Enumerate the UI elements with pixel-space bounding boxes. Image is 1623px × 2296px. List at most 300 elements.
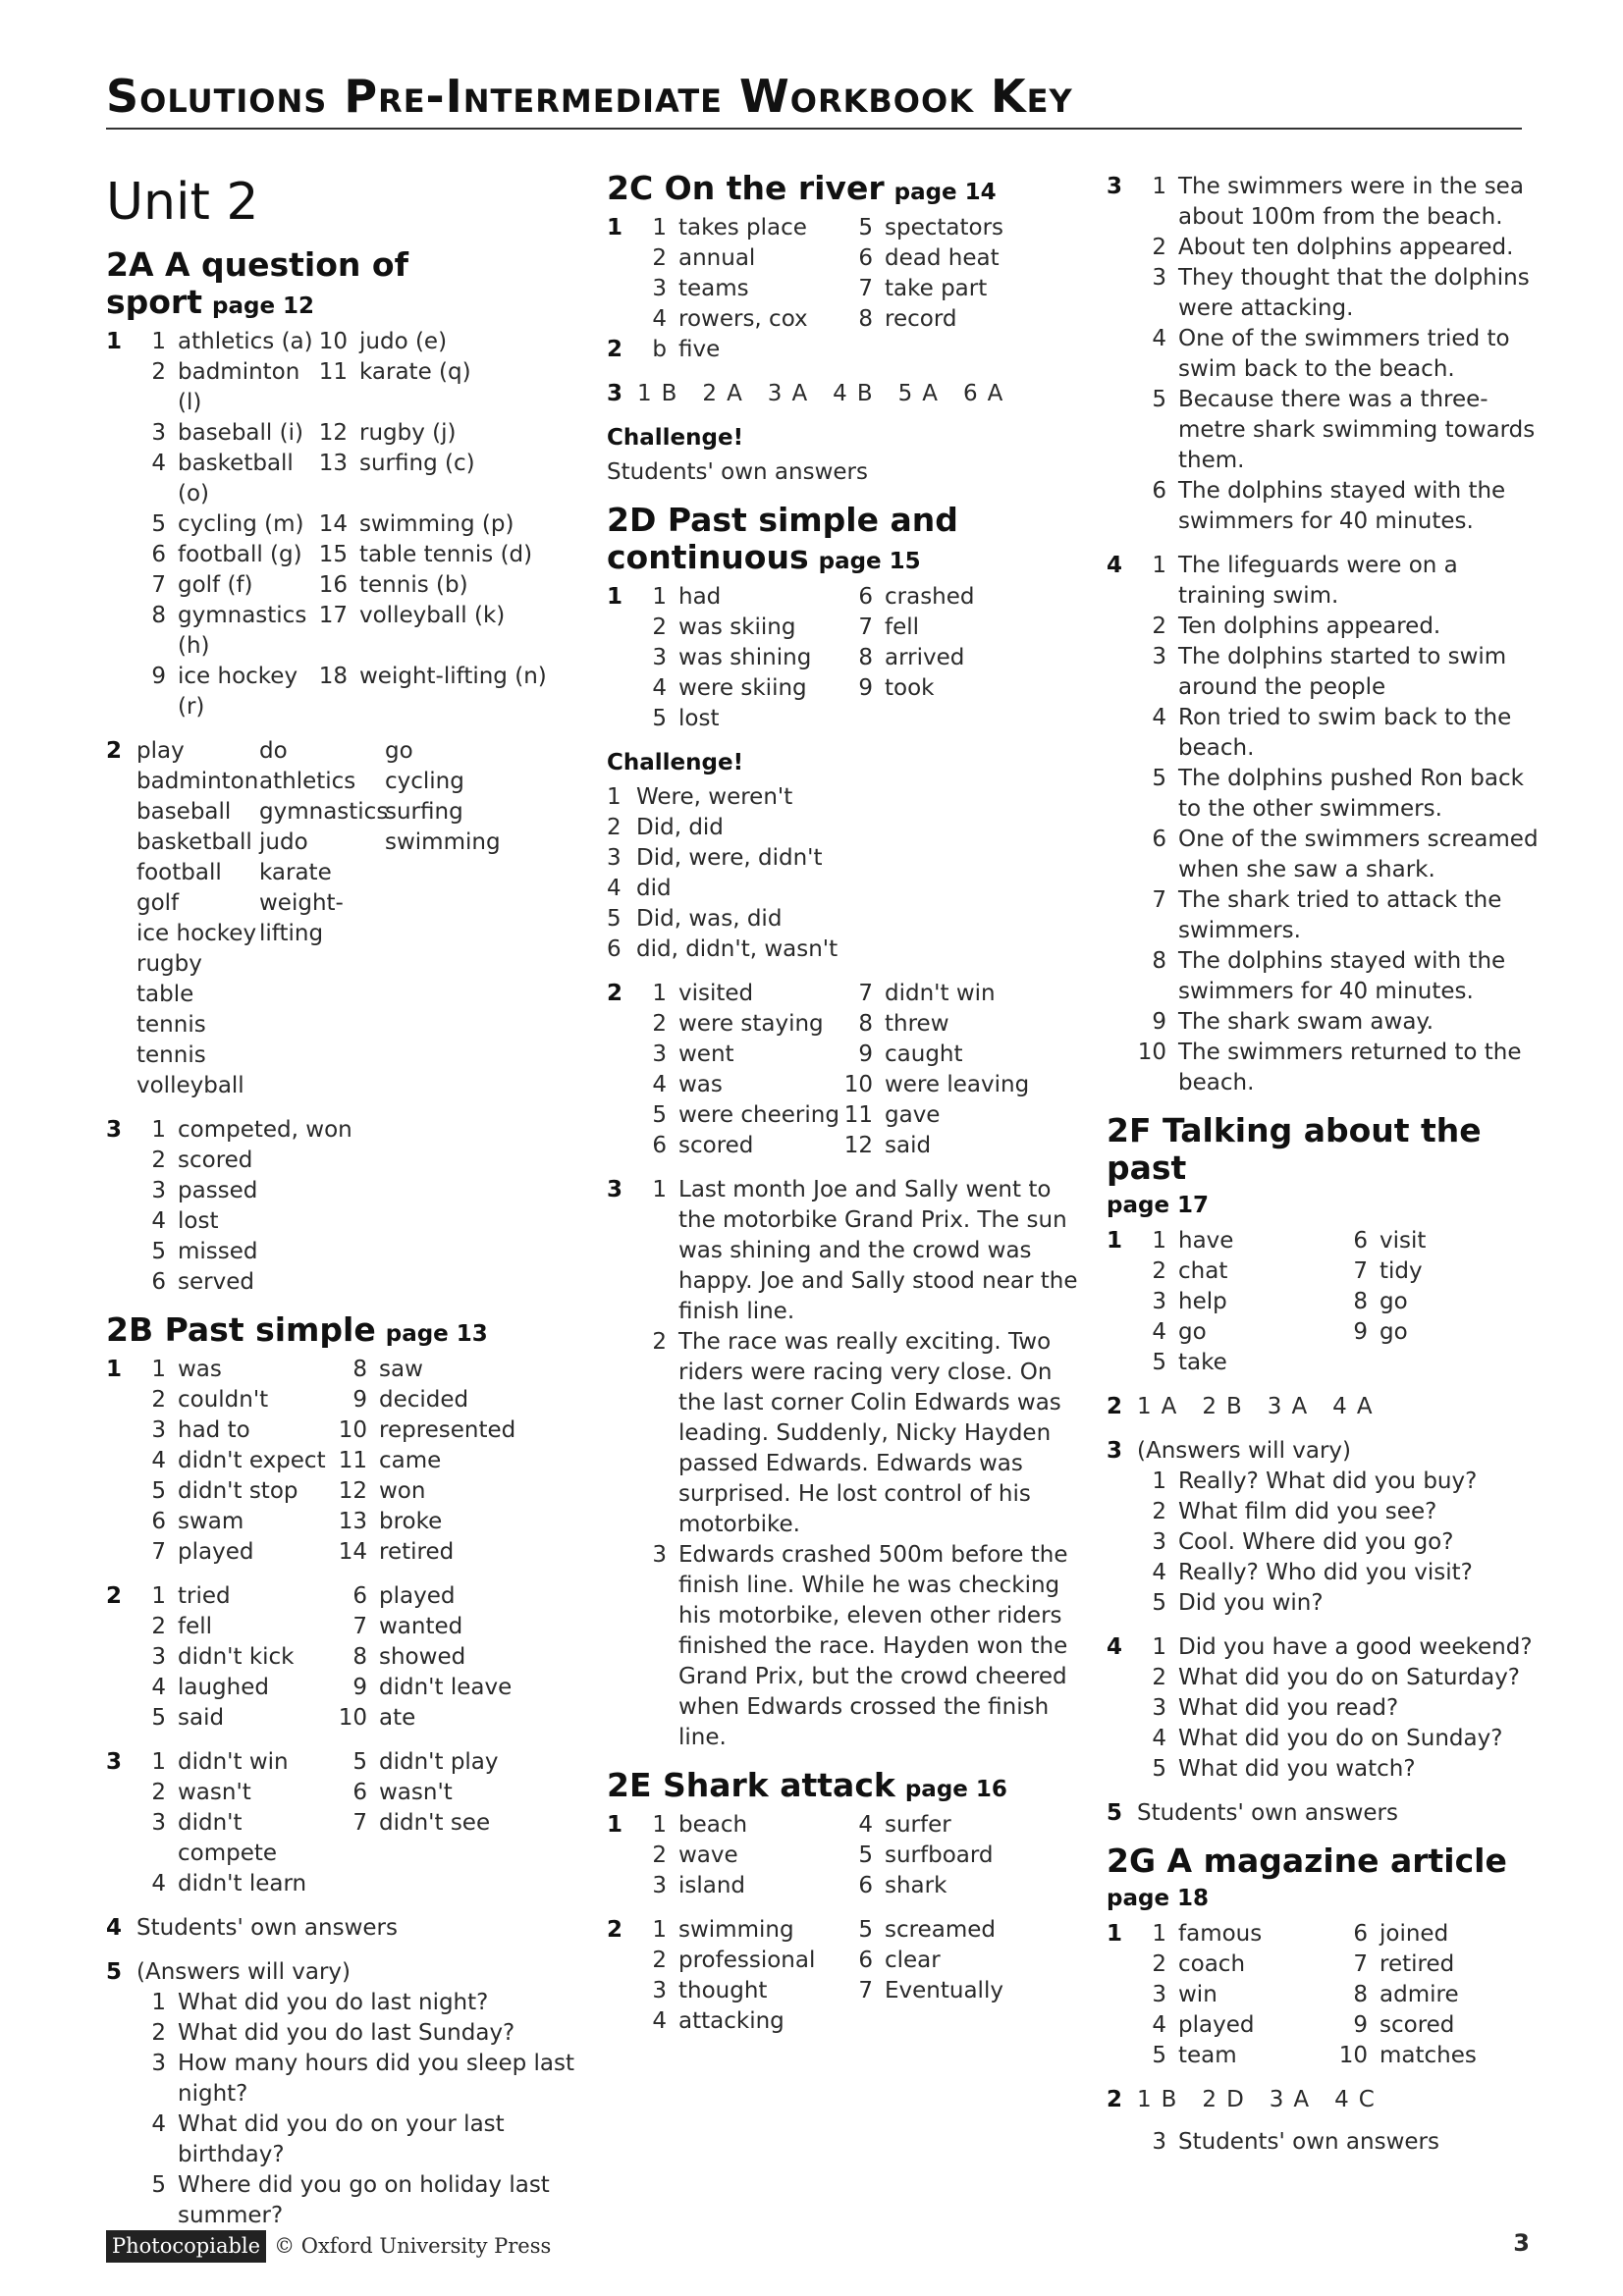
answer-item xyxy=(843,1131,931,1161)
answer-text: dead heat xyxy=(885,245,1000,271)
exercise-2d-3: 3 1 Last month Joe and Sally went to the motorbike Grand Prix. The sun was shining and the crowd was happy. Joe and Sally stood near the finish line. 2 The race was really exciting. Two riders were racing very close. On the last corner Colin Edwards was leading. Suddenly, Nicky Hayden passed Edwards. Edwards was surprised. He lost control of his motorbike. 3 Edwards crashed 500m before the finish line. While he was checking his motorbike, eleven other riders finished the race. Hayden won the Grand Prix, but the crowd cheered when Edwards crossed the finish line. xyxy=(607,1175,1078,1753)
item-number: 1 xyxy=(637,381,652,406)
answer-text: passed xyxy=(178,1178,258,1203)
exercise-2b-4: 4 Students' own answers xyxy=(106,1915,398,1941)
answer-text: What did you read? xyxy=(1178,1695,1399,1721)
answer-text: came xyxy=(379,1448,442,1473)
answer-item xyxy=(318,357,471,418)
word: swimming xyxy=(385,829,501,855)
answer-item xyxy=(843,643,964,673)
answer-row xyxy=(136,1537,587,1568)
answer-text: Did, was, did xyxy=(636,906,783,932)
answer-text: threw xyxy=(885,1011,949,1037)
item-number: 3 xyxy=(1152,1695,1166,1721)
word-column-play xyxy=(136,736,259,1101)
answer-item xyxy=(1137,1919,1338,1949)
item-number: 5 xyxy=(151,1478,166,1504)
answer-text: beach xyxy=(678,1812,748,1838)
item-number: 8 xyxy=(1353,1982,1368,2007)
answer-item xyxy=(843,613,919,643)
answer-text: competed, won xyxy=(178,1117,352,1143)
answer-item xyxy=(136,327,318,357)
answer-item xyxy=(136,1507,338,1537)
answer-text: Really? What did you buy? xyxy=(1178,1468,1478,1494)
item-number: 1 xyxy=(151,1990,166,2015)
answer-item xyxy=(1137,703,1539,764)
answer-text: surfing (c) xyxy=(359,451,475,476)
word: judo xyxy=(259,829,308,855)
item-number: 4 xyxy=(1152,1319,1166,1345)
answer-item xyxy=(136,449,318,509)
answer-item xyxy=(637,1946,843,1976)
item-number: 6 xyxy=(607,936,622,962)
page-number: 3 xyxy=(1513,2229,1530,2257)
answer-text: didn't see xyxy=(379,1810,491,1836)
answer-item xyxy=(637,613,843,643)
answer-text: fell xyxy=(885,614,920,640)
item-number: 1 xyxy=(151,329,166,354)
item-number: 3 xyxy=(652,1978,667,2003)
answer-item xyxy=(843,304,956,335)
item-number: 1 xyxy=(652,584,667,610)
challenge-answer: Students' own answers xyxy=(607,459,868,485)
answer-item xyxy=(637,1131,843,1161)
word: rugby xyxy=(136,951,202,977)
answer-text: One of the swimmers tried to swim back to the beach. xyxy=(1178,326,1510,382)
answer-text: spectators xyxy=(885,215,1004,240)
answer-item xyxy=(1338,1287,1408,1317)
answer-item xyxy=(338,1507,442,1537)
section-title-2a: 2A A question of sport page 12 xyxy=(106,245,408,321)
answer-item xyxy=(136,1415,338,1446)
answer-text: Eventually xyxy=(885,1978,1003,2003)
answer-item xyxy=(318,418,457,449)
answer-row xyxy=(136,1476,587,1507)
exercise-2e-3: 3 1 The swimmers were in the sea about 100m from the beach. 2 About ten dolphins appeared. 3 They thought that the dolphins were attacking. 4 One of the swimmers tried to swim back to the beach. 5 Because there was a three-metre shark swimming towards them. 6 The dolphins stayed with the swimmers for 40 minutes. xyxy=(1107,172,1539,537)
answer-item xyxy=(637,274,843,304)
item-number: 1 xyxy=(1152,1634,1166,1660)
answer-text: represented xyxy=(379,1417,516,1443)
answer-text: surfboard xyxy=(885,1842,994,1868)
answer-text: retired xyxy=(379,1539,455,1565)
challenge-label: Challenge! xyxy=(607,750,744,775)
answer-item xyxy=(1137,764,1539,825)
answer-item xyxy=(843,1040,963,1070)
answer-text: Did, did xyxy=(636,815,724,840)
item-number: 3 xyxy=(151,1417,166,1443)
item-number: 2 xyxy=(702,381,718,406)
item-number: 5 xyxy=(151,1705,166,1731)
exercise-2f-5: 5 Students' own answers xyxy=(1107,1800,1398,1826)
answer-item xyxy=(1137,1724,1539,1754)
item-number: 10 xyxy=(1137,1040,1166,1065)
answer-row xyxy=(136,1673,587,1703)
item-number: 2 xyxy=(1152,614,1166,639)
item-number: 1 xyxy=(1152,1468,1166,1494)
answer-row xyxy=(1137,2010,1539,2041)
challenge-label: Challenge! xyxy=(607,425,744,451)
answer-text: admire xyxy=(1380,1982,1459,2007)
answer-row xyxy=(1137,1256,1539,1287)
answer-text: were skiing xyxy=(678,675,807,701)
item-number: 2 xyxy=(151,1780,166,1805)
item-number: 4 xyxy=(1152,1726,1166,1751)
answer-item xyxy=(1338,1256,1423,1287)
item-number: 3 xyxy=(1152,1289,1166,1314)
answer-text: played xyxy=(1178,2012,1255,2038)
item-number: 1 xyxy=(652,1917,667,1943)
answer-row xyxy=(637,274,1078,304)
item-number: 5 xyxy=(652,706,667,731)
item-number: 6 xyxy=(858,584,873,610)
copyright: © Oxford University Press xyxy=(274,2234,552,2258)
item-number: 9 xyxy=(1152,1009,1166,1035)
item-number: 6 xyxy=(151,1509,166,1534)
item-number: 3 xyxy=(1152,644,1166,669)
answer-item xyxy=(338,1612,462,1642)
answer-text: takes place xyxy=(678,215,807,240)
answer-item xyxy=(637,643,843,673)
answer-item: 5 A xyxy=(897,381,938,406)
answer-item xyxy=(1137,1226,1338,1256)
item-number: 5 xyxy=(1152,1756,1166,1782)
item-number: 3 xyxy=(151,420,166,446)
item-number: 6 xyxy=(962,381,978,406)
item-number: 3 xyxy=(1152,1529,1166,1555)
answer-text: broke xyxy=(379,1509,443,1534)
answer-item xyxy=(136,357,318,418)
answer-item xyxy=(637,1327,1078,1540)
answer-item xyxy=(136,1869,338,1899)
item-number: 10 xyxy=(1338,2043,1368,2068)
answer-text: Last month Joe and Sally went to the motorbike Grand Prix. The sun was shining and the crowd was happy. Joe and Sally stood near the finish line. xyxy=(678,1177,1078,1324)
answer-text: cycling (m) xyxy=(178,511,304,537)
answer-text: were cheering xyxy=(678,1102,839,1128)
answer-row xyxy=(637,673,1078,704)
answer-text: did xyxy=(636,876,672,901)
exercise-2a-3: 3 1 competed, won 2 scored 3 passed 4 lost 5 missed 6 served xyxy=(106,1115,587,1298)
answer-item xyxy=(338,1537,454,1568)
answer-text: didn't win xyxy=(885,981,996,1006)
item-number: 4 xyxy=(1152,705,1166,730)
page-header xyxy=(106,69,1522,130)
answer-row xyxy=(637,243,1078,274)
item-number: 5 xyxy=(858,1917,873,1943)
answer-text: ice hockey (r) xyxy=(178,664,298,720)
answer-item xyxy=(318,509,514,540)
column-3 xyxy=(1107,172,1539,2171)
answer-text: What did you do on your last birthday? xyxy=(178,2111,505,2167)
item-number: 7 xyxy=(858,614,873,640)
item-number: 7 xyxy=(1152,887,1166,913)
answer-text: How many hours did you sleep last night? xyxy=(178,2051,575,2107)
item-number: 1 xyxy=(1152,174,1166,199)
answer-item xyxy=(1137,1287,1338,1317)
answer-text: didn't win xyxy=(178,1749,289,1775)
answer-item xyxy=(1137,1588,1539,1619)
item-number: 2 xyxy=(1202,1394,1217,1419)
answer-row xyxy=(637,1976,1078,2006)
answer-text: was shining xyxy=(678,645,812,670)
footer xyxy=(106,2230,551,2263)
answer-item xyxy=(338,1355,423,1385)
exercise-2e-2: 2 1 swimming 5 screamed 2 professional 6 clear 3 thought 7 Eventually 4 attacking xyxy=(607,1915,1078,2037)
word: cycling xyxy=(385,769,464,794)
item-number: 3 xyxy=(607,845,622,871)
answer-row xyxy=(136,1778,587,1808)
answers-note: (Answers will vary) xyxy=(136,1959,352,1985)
item-number: 14 xyxy=(318,511,348,537)
answer-item xyxy=(637,1871,843,1901)
answer-text: clear xyxy=(885,1948,941,1973)
answer-item xyxy=(843,1976,1003,2006)
answer-row xyxy=(637,1946,1078,1976)
exercise-2b-5: 5 (Answers will vary) 1 What did you do last night? 2 What did you do last Sunday? 3 How many hours did you sleep last night? 4 What did you do on your last birthday? 5 Where did you go on holiday last summer? xyxy=(106,1957,587,2231)
item-number: 2 xyxy=(607,815,622,840)
answer-item xyxy=(338,1385,468,1415)
answer-text: Cool. Where did you go? xyxy=(1178,1529,1454,1555)
answer-text: karate (q) xyxy=(359,359,471,385)
item-number: 1 xyxy=(652,1812,667,1838)
challenge-list xyxy=(607,782,1078,965)
answer-item xyxy=(607,904,1078,934)
answer-item xyxy=(136,662,318,722)
answer-item xyxy=(637,1100,843,1131)
item-number: 9 xyxy=(1353,1319,1368,1345)
answer-item xyxy=(637,1040,843,1070)
item-number: 8 xyxy=(858,1011,873,1037)
item-number: 2 xyxy=(652,614,667,640)
answer-item xyxy=(843,1100,940,1131)
exercise-2b-2: 2 1 tried 6 played 2 fell 7 wanted 3 didn't kick 8 showed 4 laughed 9 didn't leave 5 said 10 ate xyxy=(106,1581,587,1734)
section-title-2f: 2F Talking about the past page 17 xyxy=(1107,1111,1482,1218)
item-number: 16 xyxy=(318,572,348,598)
answer-text: chat xyxy=(1178,1258,1228,1284)
column-1 xyxy=(106,172,587,2245)
answer-text: go xyxy=(1178,1319,1207,1345)
answer-text: win xyxy=(1178,1982,1217,2007)
item-number: 5 xyxy=(1152,2043,1166,2068)
item-number: 2 xyxy=(1202,2087,1217,2112)
answer-item xyxy=(1137,1693,1539,1724)
answer-text: go xyxy=(1380,1319,1408,1345)
item-number: 3 xyxy=(652,276,667,301)
answer-item xyxy=(1137,946,1539,1007)
item-number: 6 xyxy=(1353,1921,1368,1947)
exercise-2a-2: 2 play badminton baseball basketball football golf ice hockey rugby table tennis tennis volleyball do athletics gymnastics judo karate weight-lifting go cycling surfing swimming xyxy=(106,736,587,1101)
answer-text: went xyxy=(678,1041,734,1067)
answer-item xyxy=(1137,885,1539,946)
item-number: 2 xyxy=(1152,1951,1166,1977)
item-number: 3 xyxy=(1267,1394,1282,1419)
answer-item xyxy=(1137,1754,1539,1785)
answer-item xyxy=(318,662,547,722)
answer-item xyxy=(136,1176,587,1206)
answer-item xyxy=(637,1915,843,1946)
answer-item xyxy=(338,1673,512,1703)
answer-text: baseball (i) xyxy=(178,420,303,446)
item-number: 12 xyxy=(318,420,348,446)
item-number: 4 xyxy=(1332,1394,1347,1419)
item-number: 6 xyxy=(858,1873,873,1898)
answer-item xyxy=(843,1915,996,1946)
answer-item: 1 B xyxy=(637,381,677,406)
answer-item: 4 A xyxy=(1332,1394,1373,1419)
answer-row xyxy=(637,1810,1078,1841)
answer-text: coach xyxy=(1178,1951,1246,1977)
answer-item: 3 A xyxy=(1267,1394,1308,1419)
answer-item xyxy=(843,213,1003,243)
word: football xyxy=(136,860,222,885)
answer-item xyxy=(338,1415,515,1446)
item-number: 6 xyxy=(1353,1228,1368,1254)
section-title-2c: 2C On the river page 14 xyxy=(607,169,997,207)
answer-text: did, didn't, wasn't xyxy=(636,936,839,962)
answer-text: Ten dolphins appeared. xyxy=(1178,614,1441,639)
word: badminton xyxy=(136,769,259,794)
item-number: 9 xyxy=(151,664,166,689)
item-number: 4 xyxy=(1152,326,1166,351)
answer-text: were staying xyxy=(678,1011,824,1037)
answer-text: The swimmers were in the sea about 100m from the beach. xyxy=(1178,174,1524,230)
answer-item xyxy=(318,601,505,662)
answer-item xyxy=(637,1070,843,1100)
answer-row xyxy=(1137,1226,1539,1256)
answer-text: had to xyxy=(178,1417,250,1443)
answer-row xyxy=(1137,1348,1539,1378)
answer-text: decided xyxy=(379,1387,469,1413)
item-number: 3 xyxy=(151,2051,166,2076)
item-number: 11 xyxy=(843,1102,873,1128)
answer-text: shark xyxy=(885,1873,947,1898)
item-number: 3 xyxy=(767,381,783,406)
item-number: 5 xyxy=(151,511,166,537)
answer-text: The shark tried to attack the swimmers. xyxy=(1178,887,1502,943)
answer-item xyxy=(136,1673,338,1703)
answer-item xyxy=(1137,263,1539,324)
answer-text: had xyxy=(678,584,722,610)
answer-item xyxy=(637,704,843,734)
answer-row xyxy=(136,1612,587,1642)
item-number: 4 xyxy=(1152,2012,1166,2038)
answer-text: visited xyxy=(678,981,754,1006)
item-number: 15 xyxy=(318,542,348,567)
answer-text: Edwards crashed 500m before the finish line. While he was checking his motorbike, eleven other riders finished the race. Hayden won the Grand Prix, but the crowd cheered when Edwards crossed the finish line. xyxy=(678,1542,1068,1750)
answer-item xyxy=(1338,2010,1454,2041)
answer-row xyxy=(136,1642,587,1673)
item-number: 7 xyxy=(352,1614,367,1639)
item-number: 13 xyxy=(338,1509,367,1534)
answer-row xyxy=(637,1871,1078,1901)
item-number: 18 xyxy=(318,664,348,689)
answer-row xyxy=(1137,1980,1539,2010)
answer-item xyxy=(136,1115,587,1146)
exercise-2e-4: 4 1 The lifeguards were on a training swim. 2 Ten dolphins appeared. 3 The dolphins started to swim around the people 4 Ron tried to swim back to the beach. 5 The dolphins pushed Ron back to the other swimmers. 6 One of the swimmers screamed when she saw a shark. 7 The shark tried to attack the swimmers. 8 The dolphins stayed with the swimmers for 40 minutes. 9 The shark swam away. 10 The swimmers returned to the beach. xyxy=(1107,551,1539,1098)
exercise-2b-1: 1 1 was 8 saw 2 couldn't 9 decided 3 had to 10 represented 4 didn't expect 11 came 5 didn't stop 12 won 6 swam 13 broke 7 played 14 retired xyxy=(106,1355,587,1568)
word: surfing xyxy=(385,799,463,825)
item-number: 8 xyxy=(352,1357,367,1382)
item-number: 1 xyxy=(1152,553,1166,578)
answer-item xyxy=(136,1612,338,1642)
answer-text: What did you do last night? xyxy=(178,1990,489,2015)
exercise-2c-1: 1 1 takes place 5 spectators 2 annual 6 dead heat 3 teams 7 take part 4 rowers, cox 8 record xyxy=(607,213,1078,335)
answer-row xyxy=(136,1507,587,1537)
item-number: 4 xyxy=(833,381,847,406)
item-number: 2 xyxy=(652,1948,667,1973)
item-number: 2 xyxy=(652,245,667,271)
answer-text: ate xyxy=(379,1705,416,1731)
item-number: 3 xyxy=(652,1873,667,1898)
answer-text: was skiing xyxy=(678,614,796,640)
answer-item xyxy=(843,979,996,1009)
word: volleyball xyxy=(136,1073,244,1098)
item-number: 2 xyxy=(151,2020,166,2046)
answer-item: 1 A xyxy=(1137,1394,1177,1419)
item-number: 13 xyxy=(318,451,348,476)
answer-row xyxy=(637,1915,1078,1946)
item-number: 9 xyxy=(858,1041,873,1067)
answer-item xyxy=(136,1988,587,2018)
answer-row xyxy=(637,613,1078,643)
answer-item xyxy=(1137,1007,1539,1038)
answer-text: judo (e) xyxy=(359,329,448,354)
answer-item: 2 D xyxy=(1202,2087,1244,2112)
answer-text: scored xyxy=(178,1148,253,1173)
answer-row xyxy=(136,570,587,601)
answer-item xyxy=(136,1778,338,1808)
answer-text: professional xyxy=(678,1948,816,1973)
item-number: 4 xyxy=(1334,2087,1349,2112)
answer-row xyxy=(637,213,1078,243)
item-number: 5 xyxy=(858,215,873,240)
answer-text: surfer xyxy=(885,1812,951,1838)
answer-item xyxy=(637,243,843,274)
answer-item: 1 B xyxy=(1137,2087,1177,2112)
answer-text: have xyxy=(1178,1228,1234,1254)
answer-text: played xyxy=(379,1583,456,1609)
answer-item xyxy=(1137,1497,1539,1527)
answer-item xyxy=(1338,1317,1408,1348)
item-number: 6 xyxy=(151,1269,166,1295)
answer-item xyxy=(1137,172,1539,233)
answer-text: Because there was a three-metre shark swimming towards them. xyxy=(1178,387,1536,473)
answer-text: famous xyxy=(1178,1921,1263,1947)
answer-text: didn't expect xyxy=(178,1448,326,1473)
answer-item xyxy=(1338,1980,1459,2010)
answer-row xyxy=(637,979,1078,1009)
item-number: 3 xyxy=(1152,2129,1166,2155)
answer-text: laughed xyxy=(178,1675,269,1700)
word: ice hockey xyxy=(136,921,257,946)
answer-item xyxy=(843,274,987,304)
answer-item xyxy=(637,213,843,243)
item-number: 1 xyxy=(607,784,622,810)
answer-item xyxy=(607,813,1078,843)
answer-text: Were, weren't xyxy=(636,784,793,810)
word: karate xyxy=(259,860,332,885)
item-letter: b xyxy=(652,337,667,362)
exercise-2f-4: 4 1 Did you have a good weekend? 2 What did you do on Saturday? 3 What did you read? 4 What did you do on Sunday? 5 What did you watch? xyxy=(1107,1632,1539,1785)
item-number: 4 xyxy=(151,1675,166,1700)
item-number: 5 xyxy=(1152,1590,1166,1616)
answer-item xyxy=(136,2049,587,2109)
item-number: 3 xyxy=(151,1178,166,1203)
answer-text: What did you do on Sunday? xyxy=(1178,1726,1503,1751)
answer-item xyxy=(136,1206,587,1237)
answer-item xyxy=(318,327,447,357)
answer-text: badminton (l) xyxy=(178,359,300,415)
answer-text: golf (f) xyxy=(178,572,253,598)
